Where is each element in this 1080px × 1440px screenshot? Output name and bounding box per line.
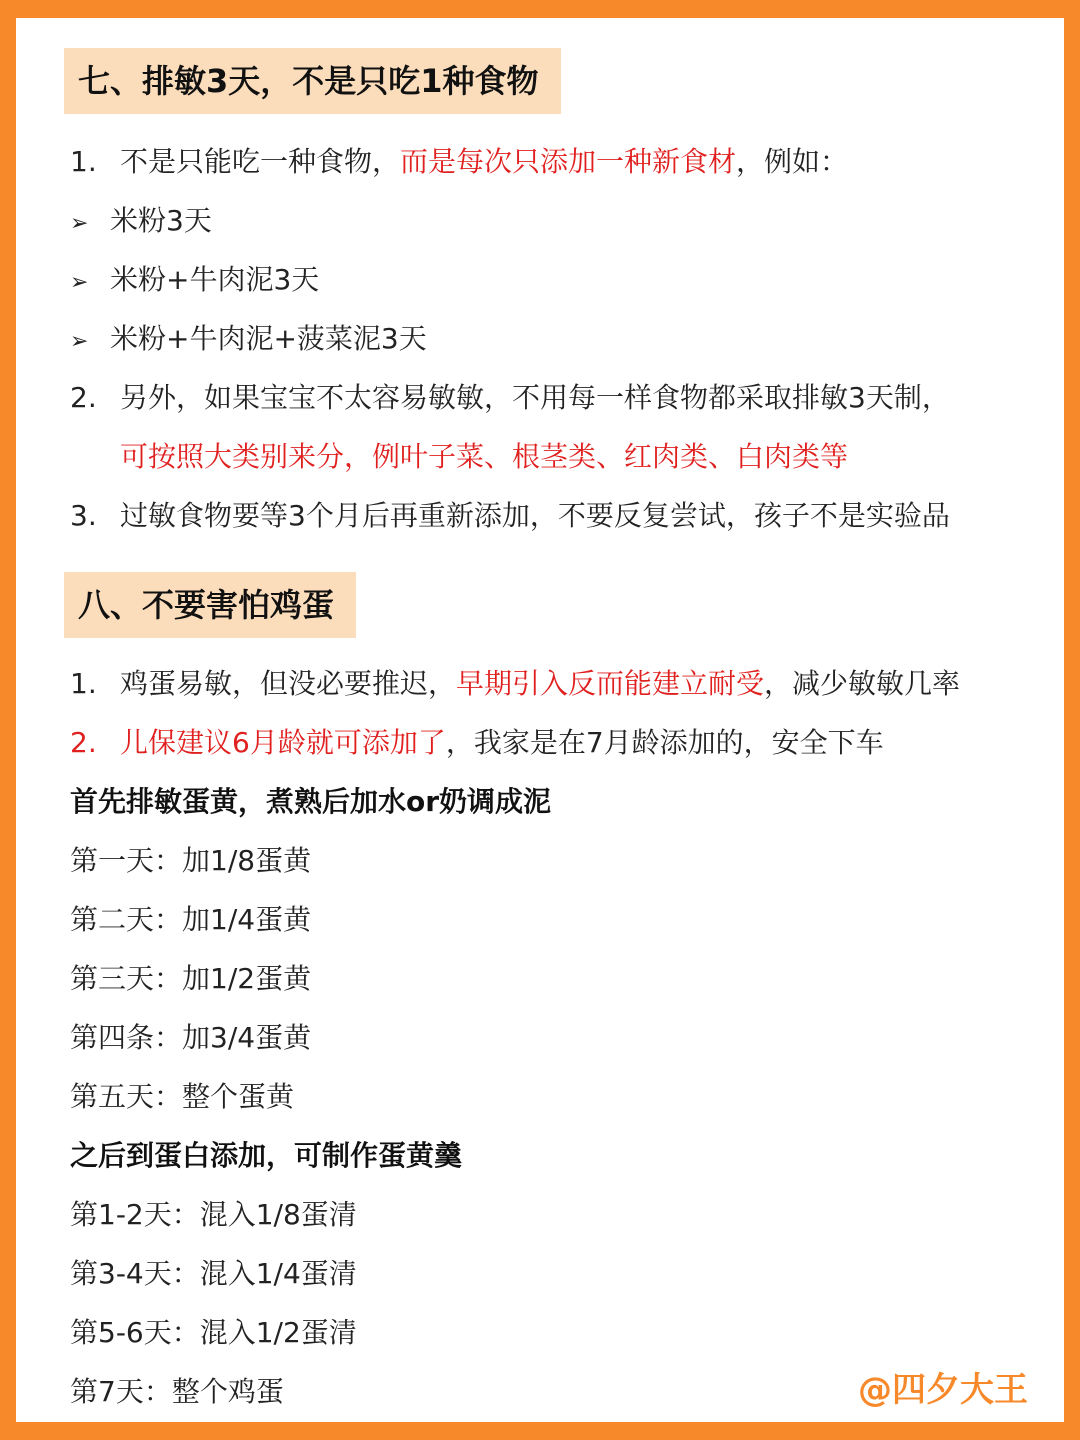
item-number: 1. — [70, 667, 97, 700]
author-watermark: @四夕大王 — [858, 1370, 1028, 1410]
bullet-item — [70, 201, 212, 244]
arrow-bullet-icon: ➢ — [70, 270, 89, 295]
item-highlight: 早期引入反而能建立耐受 — [456, 667, 765, 700]
bullet-item — [70, 260, 319, 303]
item-number: 1. — [70, 145, 97, 178]
section-7-item-3 — [70, 496, 950, 536]
article-card — [16, 18, 1064, 1422]
item-number: 2. — [70, 726, 97, 759]
white-step: 第7天：整个鸡蛋 — [70, 1375, 284, 1408]
yolk-step: 第三天：加1/2蛋黄 — [70, 962, 312, 995]
arrow-bullet-icon: ➢ — [70, 211, 89, 236]
yolk-step: 第五天：整个蛋黄 — [70, 1080, 295, 1113]
item-number: 2. — [70, 381, 97, 414]
section-7-heading: 七、排敏3天，不是只吃1种食物 — [64, 48, 561, 114]
bullet-text: 米粉3天 — [110, 204, 212, 237]
section-7-item-2 — [70, 378, 950, 418]
item-text: 过敏食物要等3个月后再重新添加，不要反复尝试，孩子不是实验品 — [120, 499, 950, 532]
yolk-step: 第四条：加3/4蛋黄 — [70, 1021, 312, 1054]
item-highlight: 儿保建议6月龄就可添加了 — [120, 726, 446, 759]
bullet-text: 米粉+牛肉泥3天 — [110, 263, 320, 296]
bullet-item — [70, 319, 427, 362]
arrow-bullet-icon: ➢ — [70, 329, 89, 354]
white-subheading: 之后到蛋白添加，可制作蛋黄羹 — [70, 1139, 463, 1172]
section-7-item-2-highlight: 可按照大类别来分，例叶子菜、根茎类、红肉类、白肉类等 — [120, 440, 849, 473]
item-number: 3. — [70, 499, 97, 532]
item-text: 鸡蛋易敏，但没必要推迟， — [120, 667, 457, 700]
section-8-heading: 八、不要害怕鸡蛋 — [64, 572, 356, 638]
yolk-subheading: 首先排敏蛋黄，煮熟后加水or奶调成泥 — [70, 785, 552, 818]
white-step: 第1-2天：混入1/8蛋清 — [70, 1198, 357, 1231]
bullet-text: 米粉+牛肉泥+菠菜泥3天 — [110, 322, 427, 355]
yolk-step: 第二天：加1/4蛋黄 — [70, 903, 312, 936]
section-8-item-1 — [70, 664, 960, 704]
section-8-item-2 — [70, 723, 884, 763]
white-step: 第5-6天：混入1/2蛋清 — [70, 1316, 357, 1349]
section-7-item-1 — [70, 142, 848, 182]
item-highlight: 而是每次只添加一种新食材 — [400, 145, 737, 178]
item-text: ，我家是在7月龄添加的，安全下车 — [445, 726, 884, 759]
yolk-step: 第一天：加1/8蛋黄 — [70, 844, 312, 877]
item-text: 不是只能吃一种食物， — [120, 145, 401, 178]
white-step: 第3-4天：混入1/4蛋清 — [70, 1257, 357, 1290]
item-text: ，减少敏敏几率 — [764, 667, 961, 700]
item-text: 另外，如果宝宝不太容易敏敏，不用每一样食物都采取排敏3天制， — [120, 381, 950, 414]
item-text: ，例如： — [736, 145, 849, 178]
